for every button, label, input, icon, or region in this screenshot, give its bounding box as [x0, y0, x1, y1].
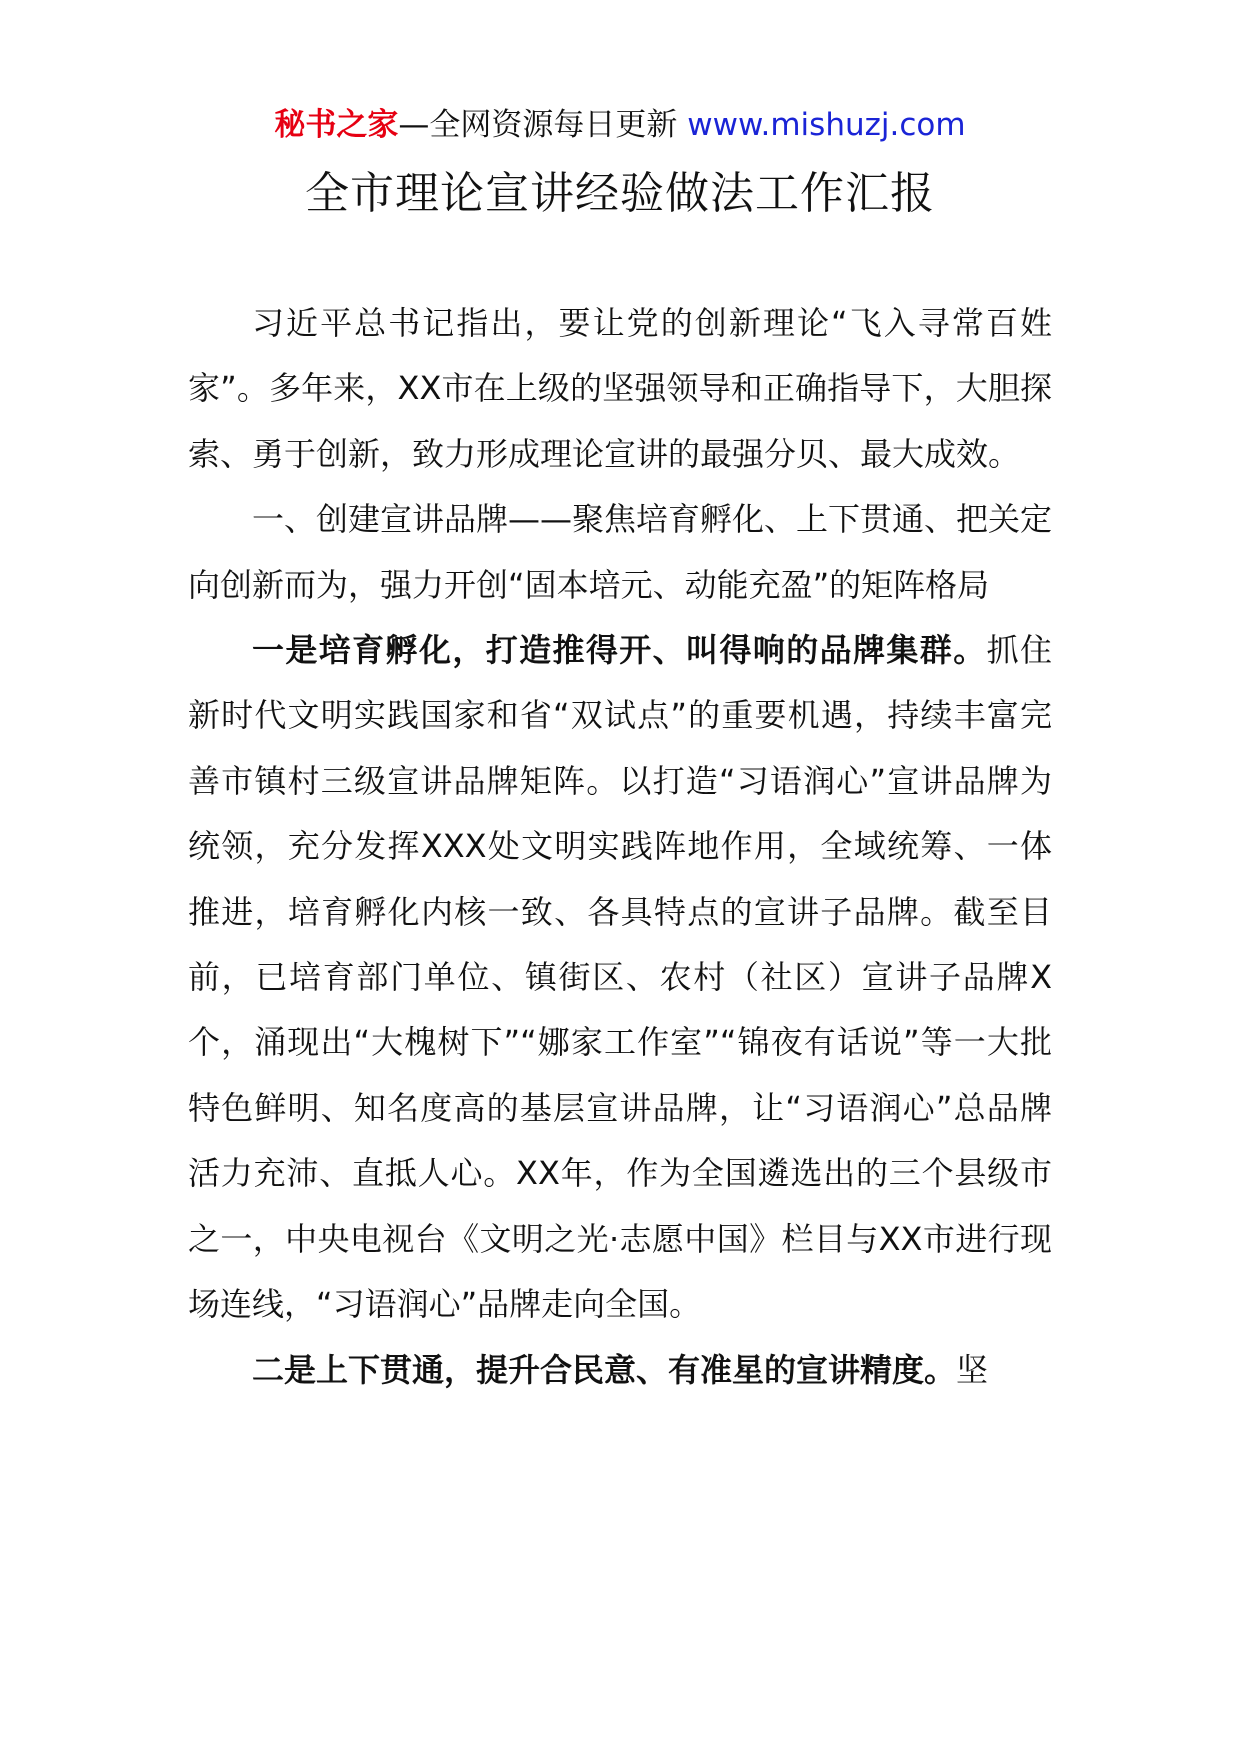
intro-paragraph: 习近平总书记指出，要让党的创新理论“飞入寻常百姓家”。多年来，XX市在上级的坚强领导和正确指导下，大胆探索、勇于创新，致力形成理论宣讲的最强分贝、最大成效。	[188, 304, 1052, 473]
document-title: 全市理论宣讲经验做法工作汇报	[305, 168, 935, 219]
site-header	[0, 100, 1240, 150]
paragraph-text-1: 抓住新时代文明实践国家和省“双试点”的重要机遇，持续丰富完善市镇村三级宣讲品牌矩阵。以打造“习语润心”宣讲品牌为统领，充分发挥XXX处文明实践阵地作用，全域统筹、一体推进，培育孵化内核一致、各具特点的宣讲子品牌。截至目前，已培育部门单位、镇街区、农村（社区）宣讲子品牌X个，涌现出“大槐树下”“娜家工作室”“锦夜有话说”等一大批特色鲜明、知名度高的基层宣讲品牌，让“习语润心”总品牌活力充沛、直抵人心。XX年，作为全国遴选出的三个县级市之一，中央电视台《文明之光·志愿中国》栏目与XX市进行现场连线，“习语润心”品牌走向全国。	[188, 631, 1052, 1324]
body-paragraph-1	[188, 618, 1052, 1337]
body-paragraph-2	[188, 1338, 1052, 1403]
section-heading-1: 一、创建宣讲品牌——聚焦培育孵化、上下贯通、把关定向创新而为，强力开创“固本培元、动能充盈”的矩阵格局	[188, 500, 1053, 604]
paragraph-lead-2: 二是上下贯通，提升合民意、有准星的宣讲精度。	[252, 1350, 957, 1389]
site-slogan: —全网资源每日更新	[398, 107, 678, 143]
brand-name: 秘书之家	[274, 107, 399, 143]
paragraph-text-2: 坚	[956, 1350, 989, 1389]
document-body	[188, 291, 1052, 1403]
site-url-link[interactable]: www.mishuzj.com	[687, 107, 966, 143]
paragraph-lead-1: 一是培育孵化，打造推得开、叫得响的品牌集群。	[252, 631, 987, 670]
